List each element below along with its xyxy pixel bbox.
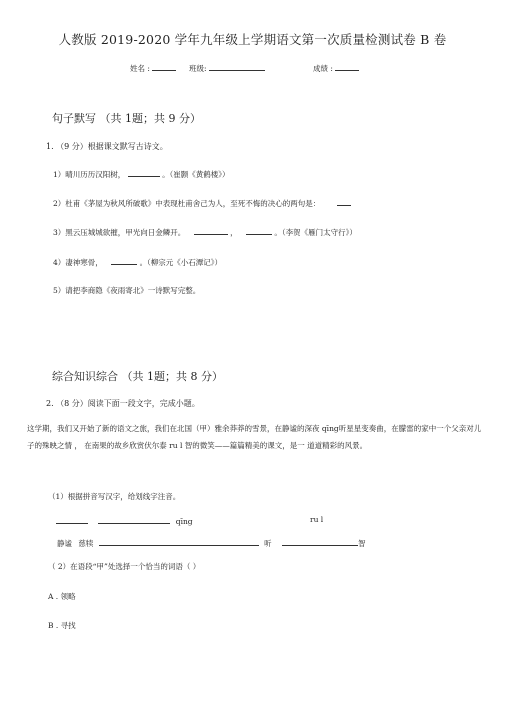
question-1: 1. （9 分）根据课文默写古诗文。 xyxy=(46,142,168,151)
reading-passage: 这学期，我们又开始了新的语文之旅，我们在北国（甲）雅余莽莽的雪景，在静谧的深夜 qīng听星星变奏曲，在朦雷的家中一个父亲对儿子的殊映之情 ， 在南果的故乡欣赏伏尔泰 ru l 智的微笑——篇篇精美的课文，是一 道道精彩的风景。 xyxy=(27,424,482,450)
q1-item-3: 3）黑云压城城欲摧，甲光向日金鳞开。 ， 。（李贺《雁门太守行》） xyxy=(53,228,357,237)
q1-item-4: 4）凄神寒骨， 。（柳宗元《小石潭记》） xyxy=(53,258,223,267)
score-label: 成绩 : xyxy=(313,64,333,73)
score-field xyxy=(313,62,359,74)
class-label: 班级: xyxy=(189,64,207,73)
class-field xyxy=(189,62,265,74)
option-a[interactable]: A . 领略 xyxy=(48,592,76,601)
answer-blank[interactable] xyxy=(111,256,137,265)
pinyin-row: qīng xyxy=(56,515,193,526)
q2-sub-2: （ 2）在语段“甲”处选择一个恰当的词语（ ） xyxy=(48,562,201,571)
answer-blank[interactable] xyxy=(194,226,228,235)
q2-sub-1: （1）根据拼音写汉字，给划线字注音。 xyxy=(48,492,181,501)
class-blank[interactable] xyxy=(209,62,265,71)
name-label: 姓名 : xyxy=(130,64,150,73)
answer-blank[interactable] xyxy=(128,168,160,177)
page-title: 人教版 2019-2020 学年九年级上学期语文第一次质量检测试卷 B 卷 xyxy=(58,32,447,47)
answer-blank[interactable] xyxy=(282,537,358,546)
section-heading-1: 句子默写 （共 1题；共 9 分） xyxy=(52,112,201,125)
section-heading-2: 综合知识综合 （共 1题；共 8 分） xyxy=(52,370,223,383)
name-blank[interactable] xyxy=(152,62,176,71)
answer-blank[interactable] xyxy=(99,537,259,546)
answer-blank[interactable] xyxy=(56,515,88,524)
word-row: 静谧 慈犊 听 智 xyxy=(57,539,366,548)
pinyin-ru: ru l xyxy=(310,515,324,524)
q1-item-5: 5）请把李商隐《夜雨寄北》一诗默写完整。 xyxy=(53,286,201,295)
answer-blank[interactable] xyxy=(246,226,272,235)
q1-item-2: 2）杜甫《茅屋为秋风所破歌》中表现杜甫舍己为人，至死不悔的决心的两句是： xyxy=(53,197,351,209)
option-b[interactable]: B . 寻找 xyxy=(48,621,76,630)
name-field xyxy=(130,62,176,74)
score-blank[interactable] xyxy=(335,62,359,71)
q1-item-1: 1）晴川历历汉阳树， 。（崔颢《黄鹤楼》） xyxy=(53,170,230,179)
answer-blank[interactable] xyxy=(98,515,170,524)
question-2: 2. （8 分）阅读下面一段文字，完成小题。 xyxy=(46,399,200,408)
answer-blank[interactable] xyxy=(337,197,351,206)
